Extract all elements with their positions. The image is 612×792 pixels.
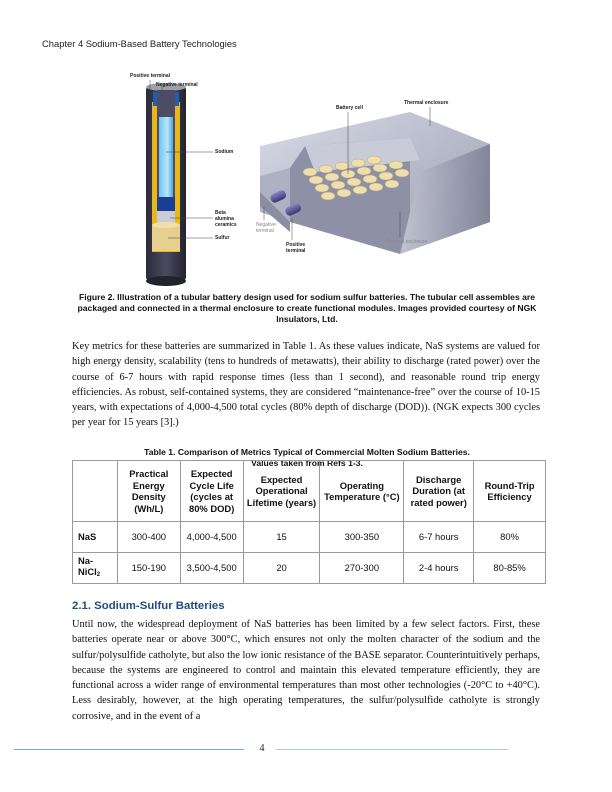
label-beta-alumina-2: alumina xyxy=(215,216,234,222)
label-negative-terminal-module-1: Negative xyxy=(256,222,276,228)
figure-caption: Figure 2. Illustration of a tubular battery design used for sodium sulfur batteries. The tubular cell assembles are packaged and connected in a thermal enclosure to create functional modules. Images provided courtesy of NGK Insulators, Ltd. xyxy=(77,292,537,324)
header-operating-temperature: Operating Temperature (°C) xyxy=(320,461,404,522)
label-negative-terminal-module-2: terminal xyxy=(256,228,274,234)
cell-cycle-life: 4,000-4,500 xyxy=(180,522,243,553)
label-beta-alumina-1: Beta xyxy=(215,210,226,216)
cell-energy-density: 150-190 xyxy=(117,553,180,584)
cell-round-trip-efficiency: 80-85% xyxy=(474,553,546,584)
header-operational-lifetime: Expected Operational Lifetime (years) xyxy=(243,461,320,522)
row-label-nas: NaS xyxy=(73,522,118,553)
tubular-cell-icon xyxy=(146,83,186,286)
figure-2 xyxy=(110,72,500,292)
cell-discharge-duration: 2-4 hours xyxy=(404,553,474,584)
footer-rule-right xyxy=(276,749,508,750)
header-round-trip-efficiency: Round-Trip Efficiency xyxy=(474,461,546,522)
cell-discharge-duration: 6-7 hours xyxy=(404,522,474,553)
label-sodium: Sodium xyxy=(215,149,234,155)
label-beta-alumina-3: ceramics xyxy=(215,222,237,228)
cell-operational-lifetime: 15 xyxy=(243,522,320,553)
table-title-line-1: Table 1. Comparison of Metrics Typical of Commercial Molten Sodium Batteries. xyxy=(144,447,470,457)
cell-energy-density: 300-400 xyxy=(117,522,180,553)
cell-round-trip-efficiency: 80% xyxy=(474,522,546,553)
label-positive-terminal: Positive terminal xyxy=(130,73,171,79)
cell-operational-lifetime: 20 xyxy=(243,553,320,584)
header-energy-density: Practical Energy Density (Wh/L) xyxy=(117,461,180,522)
label-thermal-enclosure-bottom: Thermal enclosure xyxy=(386,239,428,245)
footer-rule-left xyxy=(14,749,244,750)
table-row xyxy=(73,522,546,553)
header-cycle-life: Expected Cycle Life (cycles at 80% DOD) xyxy=(180,461,243,522)
label-positive-terminal-module-2: terminal xyxy=(286,248,306,254)
table-row xyxy=(73,553,546,584)
header-empty xyxy=(73,461,118,522)
row-label-nanicl2: Na-NiCl$_2$ xyxy=(73,553,118,584)
label-battery-cell: Battery cell xyxy=(336,105,363,111)
label-positive-terminal-module-1: Positive xyxy=(286,242,306,248)
header-discharge-duration: Discharge Duration (at rated power) xyxy=(404,461,474,522)
label-negative-terminal: Negative terminal xyxy=(156,82,198,88)
cell-operating-temperature: 270-300 xyxy=(320,553,404,584)
body-paragraph-2: Until now, the widespread deployment of NaS batteries has been limited by a few select factors. First, these batteries operate near or above 300°C, which ensures not only the molten character of the sodium and the sulfur/polysulfide catholyte, but also the low ionic resistance of the BASE separator. Counterintuitively perhaps, because the systems are engineered to control and maintain this elevated temperature efficiently, they are functional across a wider range of environmental temperatures than most other technologies (-20°C to +40°C). Less desirably, however, at the high operating temperatures, the sulfur/polysulfide catholyte is strongly corrosive, and in the event of a xyxy=(72,619,540,722)
table-title-line-2: Values taken from Refs 1-3. xyxy=(251,458,363,468)
label-sulfur: Sulfur xyxy=(215,235,230,241)
label-thermal-enclosure-top: Thermal enclosure xyxy=(404,100,449,106)
metrics-table xyxy=(72,460,546,584)
running-header: Chapter 4 Sodium-Based Battery Technologies xyxy=(42,38,237,49)
cell-operating-temperature: 300-350 xyxy=(320,522,404,553)
section-heading: 2.1. Sodium-Sulfur Batteries xyxy=(72,600,225,612)
page-number: 4 xyxy=(259,743,265,754)
body-paragraph-1: Key metrics for these batteries are summarized in Table 1. As these values indicate, NaS systems are valued for high energy density, scalability (tens to hundreds of metawatts), their ability to discharge (rated power) over the course of 6-7 hours with rapid response times (less than 1 second), and reasonable round trip energy efficiencies. As robust, self-contained systems, they are considered “maintenance-free” over the course of 10-15 years, with expectations of 4,000-4,500 total cycles (80% depth of discharge (DOD)). (NGK expects 300 cycles per year for 15 years [3].) xyxy=(72,341,540,429)
table-header-row xyxy=(73,461,546,522)
cell-cycle-life: 3,500-4,500 xyxy=(180,553,243,584)
